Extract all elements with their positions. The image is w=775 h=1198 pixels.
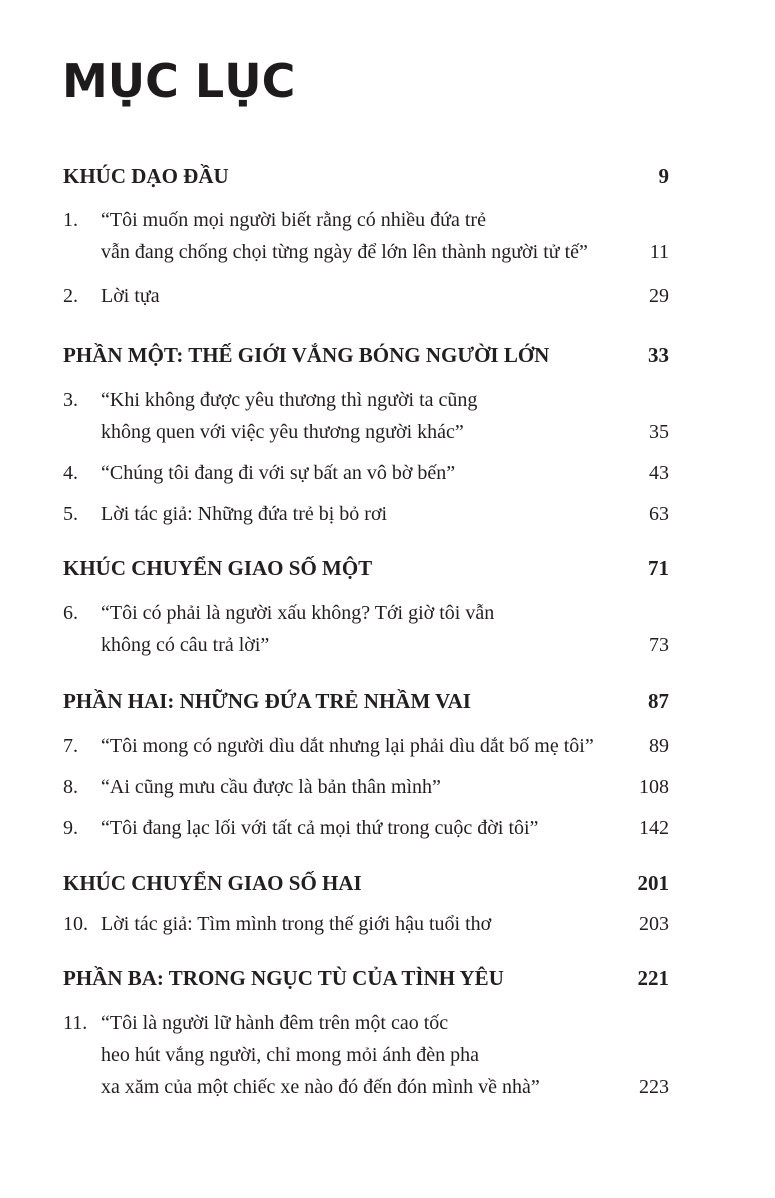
toc-section [63, 691, 669, 712]
entry-number: 2. [63, 285, 78, 307]
entry-title-line: Lời tác giả: Tìm mình trong thế giới hậu tuổi thơ [101, 913, 492, 935]
entry-title-line: “Tôi có phải là người xấu không? Tới giờ tôi vẫn [101, 602, 495, 624]
entry-page: 11 [649, 241, 669, 263]
entry-title [101, 771, 669, 803]
section-title: PHẦN MỘT: THẾ GIỚI VẮNG BÓNG NGƯỜI LỚN [63, 343, 550, 367]
entry-title-line: “Ai cũng mưu cầu được là bản thân mình” [101, 776, 441, 798]
entry-title [101, 1007, 669, 1103]
entry-title-line: không quen với việc yêu thương người khác” [101, 421, 464, 443]
entry-number: 5. [63, 503, 78, 525]
entry-page: 63 [649, 503, 669, 525]
entry-page: 43 [649, 462, 669, 484]
toc-entry [63, 908, 669, 940]
toc-entry [63, 384, 669, 448]
toc-entry [63, 771, 669, 803]
entry-title-line: vẫn đang chống chọi từng ngày để lớn lên thành người tử tế” [101, 241, 588, 263]
entry-number: 3. [63, 389, 78, 411]
section-page: 9 [658, 164, 669, 188]
entry-title-line: Lời tựa [101, 285, 160, 307]
entry-page: 108 [639, 776, 669, 798]
entry-title [101, 498, 669, 530]
toc-section [63, 345, 669, 366]
entry-title-line: “Tôi mong có người dìu dắt nhưng lại phải dìu dắt bố mẹ tôi” [101, 735, 594, 757]
toc-entry [63, 597, 669, 661]
toc-entry [63, 812, 669, 844]
entry-title [101, 280, 669, 312]
section-page: 71 [648, 556, 669, 580]
entry-title-line: không có câu trả lời” [101, 634, 270, 656]
page-title: MỤC LỤC [62, 54, 296, 108]
entry-title [101, 597, 669, 661]
section-page: 87 [648, 689, 669, 713]
entry-number: 4. [63, 462, 78, 484]
entry-number: 9. [63, 817, 78, 839]
entry-page: 29 [649, 285, 669, 307]
entry-page: 35 [649, 421, 669, 443]
entry-title [101, 384, 669, 448]
toc-entry [63, 280, 669, 312]
section-title: PHẦN HAI: NHỮNG ĐỨA TRẺ NHẦM VAI [63, 689, 471, 713]
entry-title [101, 204, 669, 268]
entry-title-line: Lời tác giả: Những đứa trẻ bị bỏ rơi [101, 503, 388, 525]
toc-entry [63, 457, 669, 489]
toc-section [63, 166, 669, 187]
toc-entry [63, 204, 669, 268]
entry-title [101, 730, 669, 762]
toc-entry [63, 1007, 669, 1103]
entry-page: 142 [639, 817, 669, 839]
toc-entry [63, 730, 669, 762]
entry-number: 6. [63, 602, 78, 624]
entry-title-line: heo hút vắng người, chỉ mong mỏi ánh đèn pha [101, 1044, 480, 1066]
entry-page: 203 [639, 913, 669, 935]
toc-section [63, 968, 669, 989]
toc-section [63, 873, 669, 894]
entry-title-line: “Khi không được yêu thương thì người ta cũng [101, 389, 478, 411]
section-title: PHẦN BA: TRONG NGỤC TÙ CỦA TÌNH YÊU [63, 966, 504, 990]
entry-page: 89 [649, 735, 669, 757]
entry-number: 1. [63, 209, 78, 231]
entry-number: 10. [63, 913, 88, 935]
entry-page: 223 [639, 1076, 669, 1098]
entry-number: 11. [63, 1012, 88, 1034]
section-title: KHÚC DẠO ĐẦU [63, 164, 229, 188]
toc-entry [63, 498, 669, 530]
entry-title-line: “Tôi đang lạc lối với tất cả mọi thứ trong cuộc đời tôi” [101, 817, 539, 839]
entry-title-line: “Chúng tôi đang đi với sự bất an vô bờ bến” [101, 462, 456, 484]
entry-title [101, 812, 669, 844]
entry-title-line: “Tôi là người lữ hành đêm trên một cao tốc [101, 1012, 449, 1034]
section-page: 221 [637, 966, 669, 990]
section-title: KHÚC CHUYỂN GIAO SỐ MỘT [63, 556, 373, 580]
entry-title [101, 908, 669, 940]
section-title: KHÚC CHUYỂN GIAO SỐ HAI [63, 871, 362, 895]
entry-title [101, 457, 669, 489]
section-page: 33 [648, 343, 669, 367]
section-page: 201 [637, 871, 669, 895]
toc-section [63, 558, 669, 579]
entry-number: 7. [63, 735, 78, 757]
entry-title-line: xa xăm của một chiếc xe nào đó đến đón mình về nhà” [101, 1076, 540, 1098]
entry-title-line: “Tôi muốn mọi người biết rằng có nhiều đứa trẻ [101, 209, 486, 231]
entry-page: 73 [649, 634, 669, 656]
entry-number: 8. [63, 776, 78, 798]
